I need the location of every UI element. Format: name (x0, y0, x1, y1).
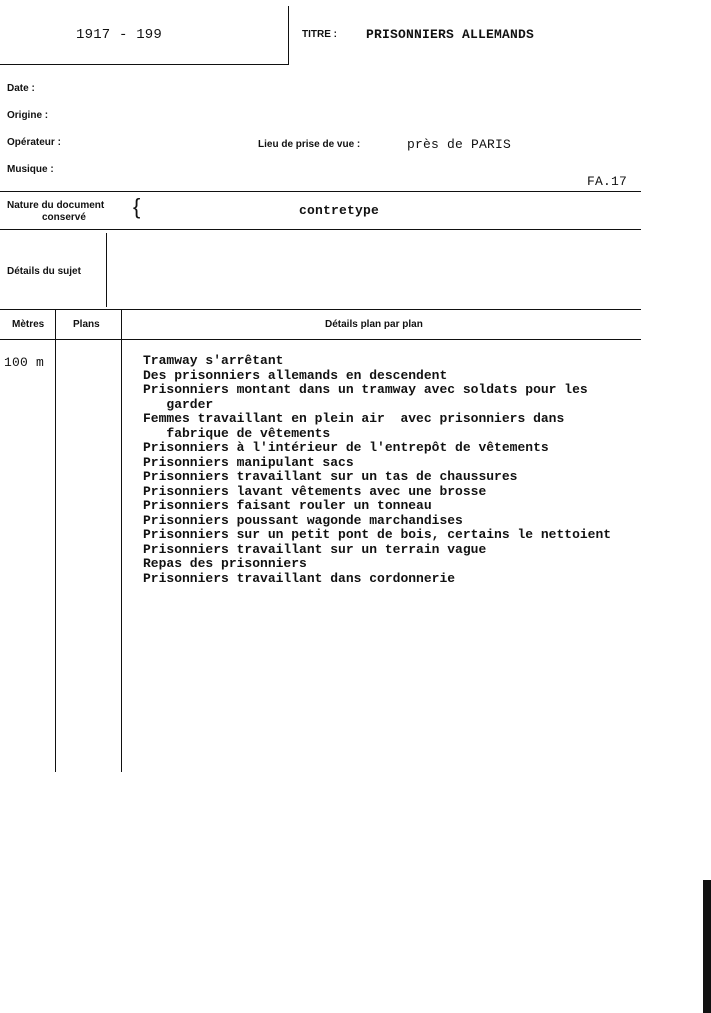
detail-line: Des prisonniers allemands en descendent (143, 367, 448, 383)
nature-label-line2: conservé (42, 212, 86, 223)
detail-line: Prisonniers travaillant sur un terrain vague (143, 541, 487, 557)
detail-line: Femmes travaillant en plein air avec prisonniers dans (143, 411, 565, 426)
detail-line: garder (143, 396, 214, 412)
nature-bottom-rule (0, 229, 641, 230)
lieu-value: près de PARIS (407, 137, 512, 152)
title-label: TITRE : (302, 29, 337, 40)
col-plans-header: Plans (73, 319, 100, 330)
sujet-bracket (106, 233, 107, 307)
title-value: PRISONNIERS ALLEMANDS (366, 27, 535, 42)
detail-line: Prisonniers poussant wagonde marchandises (143, 512, 463, 528)
detail-line: Tramway s'arrêtant (143, 353, 284, 368)
detail-line: Repas des prisonniers (143, 556, 307, 571)
col-divider-1 (55, 310, 56, 772)
musique-label: Musique : (7, 164, 54, 175)
header-divider (288, 6, 289, 65)
detail-line: Prisonniers montant dans un tramway avec soldats pour les (143, 382, 588, 397)
col-details-header: Détails plan par plan (325, 319, 423, 330)
sujet-bottom-rule (0, 309, 641, 310)
fields-bottom-rule (0, 191, 641, 192)
nature-label-line1: Nature du document (7, 200, 105, 211)
metres-value: 100 m (4, 355, 45, 370)
document-code: FA.17 (587, 174, 628, 189)
operateur-label: Opérateur : (7, 137, 61, 148)
col-metres-header: Mètres (12, 319, 45, 330)
detail-line: Prisonniers travaillant sur un tas de chaussures (143, 469, 518, 484)
page-edge (703, 880, 711, 1013)
detail-line: Prisonniers sur un petit pont de bois, certains le nettoient (143, 527, 612, 542)
col-divider-2 (121, 310, 122, 772)
detail-line: fabrique de vêtements (143, 425, 331, 441)
table-header-rule (0, 339, 641, 340)
date-label: Date : (7, 83, 35, 94)
lieu-label: Lieu de prise de vue : (258, 139, 361, 150)
header-bottom-rule (0, 64, 289, 65)
reference-number: 1917 - 199 (76, 27, 163, 43)
nature-brace: { (133, 194, 141, 219)
nature-value: contretype (299, 203, 380, 218)
detail-line: Prisonniers à l'intérieur de l'entrepôt de vêtements (143, 440, 549, 455)
detail-line: Prisonniers lavant vêtements avec une brosse (143, 483, 487, 499)
detail-line: Prisonniers travaillant dans cordonnerie (143, 570, 456, 586)
detail-line: Prisonniers faisant rouler un tonneau (143, 498, 432, 513)
sujet-label: Détails du sujet (7, 266, 81, 277)
origine-label: Origine : (7, 110, 49, 121)
details-list (143, 354, 611, 586)
detail-line: Prisonniers manipulant sacs (143, 454, 354, 470)
